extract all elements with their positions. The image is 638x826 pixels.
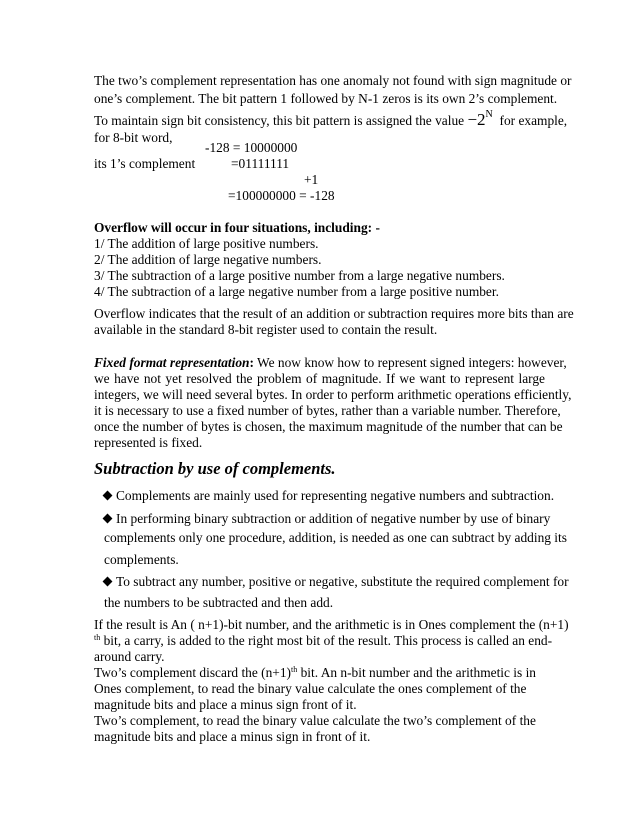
para1-line3 bbox=[94, 109, 568, 129]
fixed-term: Fixed format representation bbox=[94, 355, 250, 370]
fixed-line2: we have not yet resolved the problem of magnitude. If we want to represent large bbox=[94, 371, 545, 386]
result-line4-superscript: th bbox=[291, 665, 298, 674]
result-line3: around carry. bbox=[94, 649, 165, 664]
overflow-heading: Overflow will occur in four situations, including: - bbox=[94, 220, 380, 235]
bullet-2-text-line2: complements only one procedure, addition, is needed as one can subtract by adding its bbox=[104, 530, 567, 545]
math-base: −2 bbox=[467, 110, 486, 129]
para1-line1: The two’s complement representation has one anomaly not found with sign magnitude or bbox=[94, 73, 572, 88]
result-line2-superscript: th bbox=[94, 633, 101, 642]
fixed-line4: it is necessary to use a fixed number of bytes, rather than a variable number. Therefore, bbox=[94, 403, 561, 418]
para1-line4: for 8-bit word, bbox=[94, 130, 173, 145]
calc-row4: =100000000 = -128 bbox=[228, 188, 335, 203]
result-line4 bbox=[94, 665, 536, 681]
overflow-note-line2: available in the standard 8-bit register used to contain the result. bbox=[94, 322, 438, 337]
fixed-line3: integers, we will need several bytes. In order to perform arithmetic operations efficiently, bbox=[94, 387, 572, 402]
bullet-3-text-line2: the numbers to be subtracted and then add. bbox=[104, 595, 334, 610]
para1-line3-text: To maintain sign bit consistency, this bit pattern is assigned the value bbox=[94, 113, 465, 128]
overflow-note-line1: Overflow indicates that the result of an addition or subtraction requires more bits than are bbox=[94, 306, 574, 321]
bullet-2-text-line3: complements. bbox=[104, 552, 179, 567]
fixed-line5: once the number of bytes is chosen, the maximum magnitude of the number that can be bbox=[94, 419, 563, 434]
calc-row1: -128 = 10000000 bbox=[205, 140, 298, 155]
fixed-colon: : bbox=[249, 355, 254, 370]
fixed-line1-text: We now know how to represent signed integers: however, bbox=[253, 355, 567, 370]
result-line6: magnitude bits and place a minus sign front of it. bbox=[94, 697, 357, 712]
fixed-line6: represented is fixed. bbox=[94, 435, 203, 450]
result-line4-text: Two’s complement discard the (n+1) bbox=[94, 665, 292, 680]
result-line4-tail: bit. An n-bit number and the arithmetic is in bbox=[297, 665, 537, 680]
diamond-bullet-icon bbox=[103, 577, 113, 587]
diamond-bullet-icon bbox=[103, 491, 113, 501]
result-line2 bbox=[94, 633, 552, 649]
bullet-item-1 bbox=[104, 488, 554, 504]
para1-line2: one’s complement. The bit pattern 1 followed by N-1 zeros is its own 2’s complement. bbox=[94, 91, 558, 106]
bullet-3-text-line1: To subtract any number, positive or negative, substitute the required complement for bbox=[116, 574, 569, 589]
fixed-line1 bbox=[94, 355, 567, 371]
result-line7: Two’s complement, to read the binary value calculate the two’s complement of the bbox=[94, 713, 536, 728]
overflow-item-1: 1/ The addition of large positive numbers. bbox=[94, 236, 319, 251]
overflow-item-3: 3/ The subtraction of a large positive number from a large negative numbers. bbox=[94, 268, 505, 283]
para1-line3-tail: for example, bbox=[499, 113, 568, 128]
calc-row2-label: its 1’s complement bbox=[94, 156, 196, 171]
bullet-2-text-line1: In performing binary subtraction or addition of negative number by use of binary bbox=[116, 511, 551, 526]
calc-row2-value: =01111111 bbox=[231, 156, 290, 171]
math-expression bbox=[467, 110, 492, 129]
bullet-item-2-line1 bbox=[104, 511, 551, 527]
calc-row3: +1 bbox=[304, 172, 319, 187]
result-line8: magnitude bits and place a minus sign in front of it. bbox=[94, 729, 371, 744]
result-line1: If the result is An ( n+1)-bit number, and the arithmetic is in Ones complement the (n+1) bbox=[94, 617, 569, 632]
overflow-item-2: 2/ The addition of large negative numbers. bbox=[94, 252, 322, 267]
math-exponent: N bbox=[485, 109, 493, 120]
bullet-item-3-line1 bbox=[104, 574, 569, 590]
overflow-item-4: 4/ The subtraction of a large negative number from a large positive number. bbox=[94, 284, 499, 299]
diamond-bullet-icon bbox=[103, 514, 113, 524]
result-line2-text: bit, a carry, is added to the right most bit of the result. This process is called an end- bbox=[100, 633, 553, 648]
bullet-1-text: Complements are mainly used for representing negative numbers and subtraction. bbox=[116, 488, 555, 503]
subtraction-heading: Subtraction by use of complements. bbox=[94, 459, 336, 478]
result-line5: Ones complement, to read the binary value calculate the ones complement of the bbox=[94, 681, 527, 696]
